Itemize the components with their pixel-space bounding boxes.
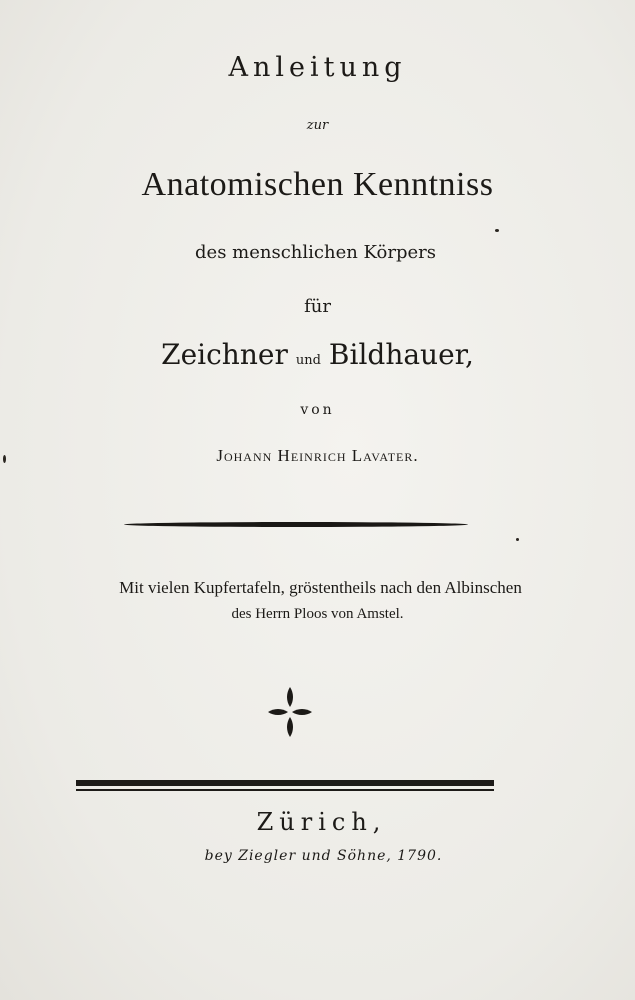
by-line: von	[300, 402, 335, 418]
divider-rule	[124, 522, 468, 527]
double-rule	[76, 780, 494, 794]
ink-speck	[495, 229, 499, 232]
subtitle-fuer: für	[304, 296, 331, 317]
fleuron-ornament-icon	[268, 687, 312, 737]
imprint-place: Zürich,	[256, 808, 387, 836]
audience-bildhauer: Bildhauer,	[328, 338, 474, 371]
plates-note-line-2: des Herrn Ploos von Amstel.	[231, 606, 404, 622]
audience-zeichner: Zeichner	[161, 338, 288, 371]
plates-note-line-1: Mit vielen Kupfertafeln, gröstentheils nach den Albinschen	[119, 578, 522, 597]
title-anleitung: Anleitung	[228, 52, 407, 83]
audience-und: und	[295, 353, 321, 368]
author-name: Johann Heinrich Lavater.	[216, 446, 419, 465]
main-title: Anatomischen Kenntniss	[141, 166, 494, 203]
subtitle-audience	[0, 338, 635, 371]
subtitle-koerper: des menschlichen Körpers	[195, 242, 436, 263]
ink-speck	[3, 455, 6, 463]
title-zur: zur	[306, 118, 329, 133]
ink-speck	[516, 538, 519, 541]
imprint-publisher: bey Ziegler und Söhne, 1790.	[204, 848, 443, 864]
